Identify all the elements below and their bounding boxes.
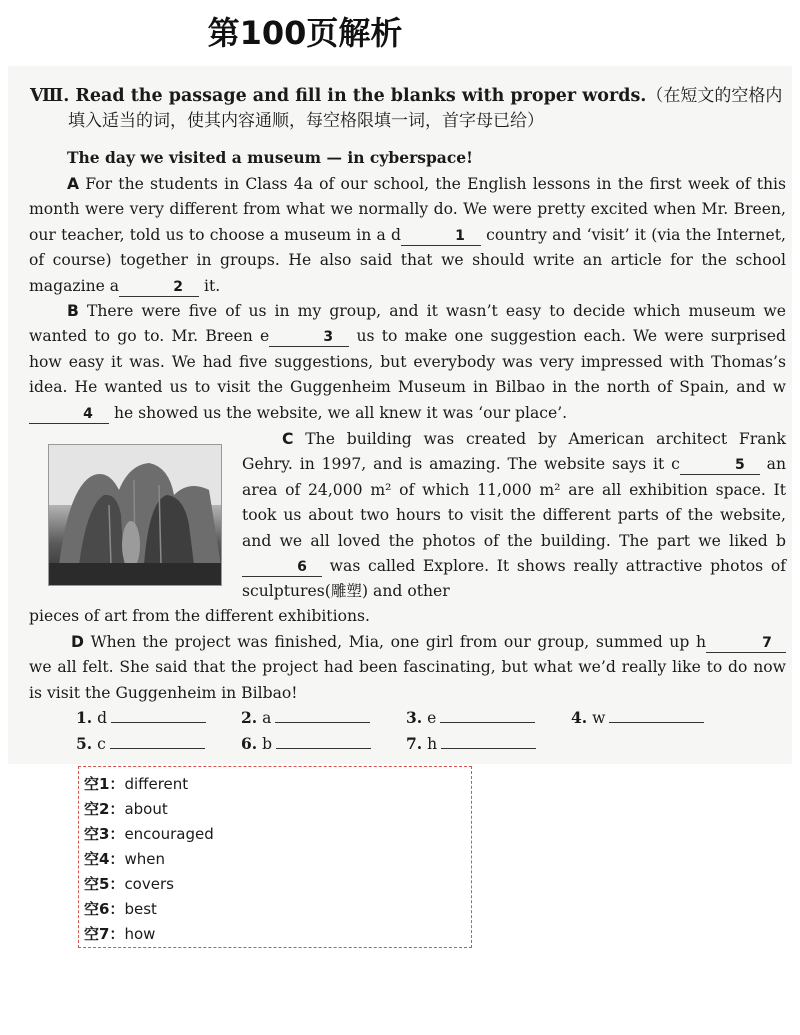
answer-line: 3. e [406, 708, 571, 727]
exercise-number: Ⅷ. [30, 86, 70, 106]
paragraph-b [29, 299, 786, 426]
paragraph-d [29, 630, 786, 706]
paragraph-label: A [67, 175, 80, 193]
paragraph-text: we all felt. She said that the project had been fascinating, but what we’d really like to do now is visit the Guggenheim in Bilbao! [29, 658, 786, 702]
paragraph-text: For the students in Class 4a of our school, the English lessons in the first week of this month were very different from what we normally do. We were pretty excited when Mr. Breen, our teacher, told us to choose a museum in a d [29, 175, 786, 244]
answer-input-line[interactable] [440, 708, 535, 723]
answer-line: 2. a [241, 708, 406, 727]
answer-input-line[interactable] [276, 734, 371, 749]
answer-lines-row-2 [76, 734, 571, 753]
answer-input-line[interactable] [275, 708, 370, 723]
answer-key-row: 空2：about [84, 800, 168, 818]
blank-7: 7 [706, 634, 786, 653]
answer-input-line[interactable] [110, 734, 205, 749]
answer-key-row: 空5：covers [84, 875, 174, 893]
blank-2: 2 [119, 278, 199, 297]
answer-key-row: 空6：best [84, 900, 157, 918]
paragraph-text: The building was created by American architect Frank Gehry. in 1997, and is amazing. The website says it c [242, 430, 786, 474]
blank-1: 1 [401, 227, 481, 246]
answer-key-row: 空3：encouraged [84, 825, 214, 843]
paragraph-text: he showed us the website, we all knew it was ‘our place’. [109, 403, 568, 422]
blank-4: 4 [29, 405, 109, 424]
paragraph-text: country and ‘visit’ it (via the Internet, of course) together in groups. He also said that we should write an article for the school magazine a [29, 225, 786, 295]
paragraph-text: There were five of us in my group, and it wasn’t easy to decide which museum we wanted to go to. Mr. Breen e [29, 302, 786, 346]
answer-line: 6. b [241, 734, 406, 753]
paragraph-text: pieces of art from the different exhibitions. [29, 607, 370, 625]
blank-6: 6 [242, 558, 322, 577]
answer-key-row: 空1：different [84, 775, 189, 793]
instruction-cn-1: （在短文的空格内 [646, 86, 783, 106]
answer-line: 7. h [406, 734, 571, 753]
guggenheim-building-image [49, 445, 221, 585]
paragraph-text: an area of 24,000 m² of which 11,000 m² are all exhibition space. It took us about two hours to visit the different parts of the website, and we all loved the photos of the building. The part we liked b [242, 455, 787, 550]
paragraph-label: C [282, 430, 294, 448]
blank-5: 5 [680, 456, 760, 475]
answer-line: 5. c [76, 734, 241, 753]
answer-key-row: 空7：how [84, 925, 156, 943]
answer-key-box [78, 766, 472, 948]
answer-lines-row-1 [76, 708, 721, 727]
paragraph-text: was called Explore. It shows really attractive photos of sculptures(雕塑) and other [242, 557, 786, 601]
exercise-heading [30, 84, 790, 134]
answer-key-row: 空4：when [84, 850, 165, 868]
paragraph-text: us to make one suggestion each. We were surprised how easy it was. We had five suggestions, but everybody was very impressed with Thomas’s idea. He wanted us to visit the Guggenheim Museum in Bilbao in the north of Spain, and w [29, 327, 787, 397]
answer-input-line[interactable] [441, 734, 536, 749]
museum-photo [48, 444, 222, 586]
paragraph-a [29, 172, 786, 299]
blank-3: 3 [269, 328, 349, 347]
paragraph-c-continued [29, 604, 786, 629]
answer-line: 1. d [76, 708, 241, 727]
paragraph-text: it. [199, 276, 221, 295]
instruction-en: Read the passage and fill in the blanks with proper words. [75, 86, 647, 106]
answer-line: 4. w [571, 708, 721, 727]
paragraph-text: When the project was finished, Mia, one girl from our group, summed up h [83, 633, 706, 651]
answer-input-line[interactable] [111, 708, 206, 723]
instruction-cn-2: 填入适当的词，使其内容通顺，每空格限填一词，首字母已给） [68, 111, 544, 131]
page-title: 第100页解析 [207, 14, 403, 52]
paragraph-label: B [67, 302, 79, 320]
paragraph-c [242, 427, 786, 605]
paragraph-label: D [71, 633, 84, 651]
answer-input-line[interactable] [609, 708, 704, 723]
passage-title: The day we visited a museum — in cyberspace! [67, 148, 473, 167]
